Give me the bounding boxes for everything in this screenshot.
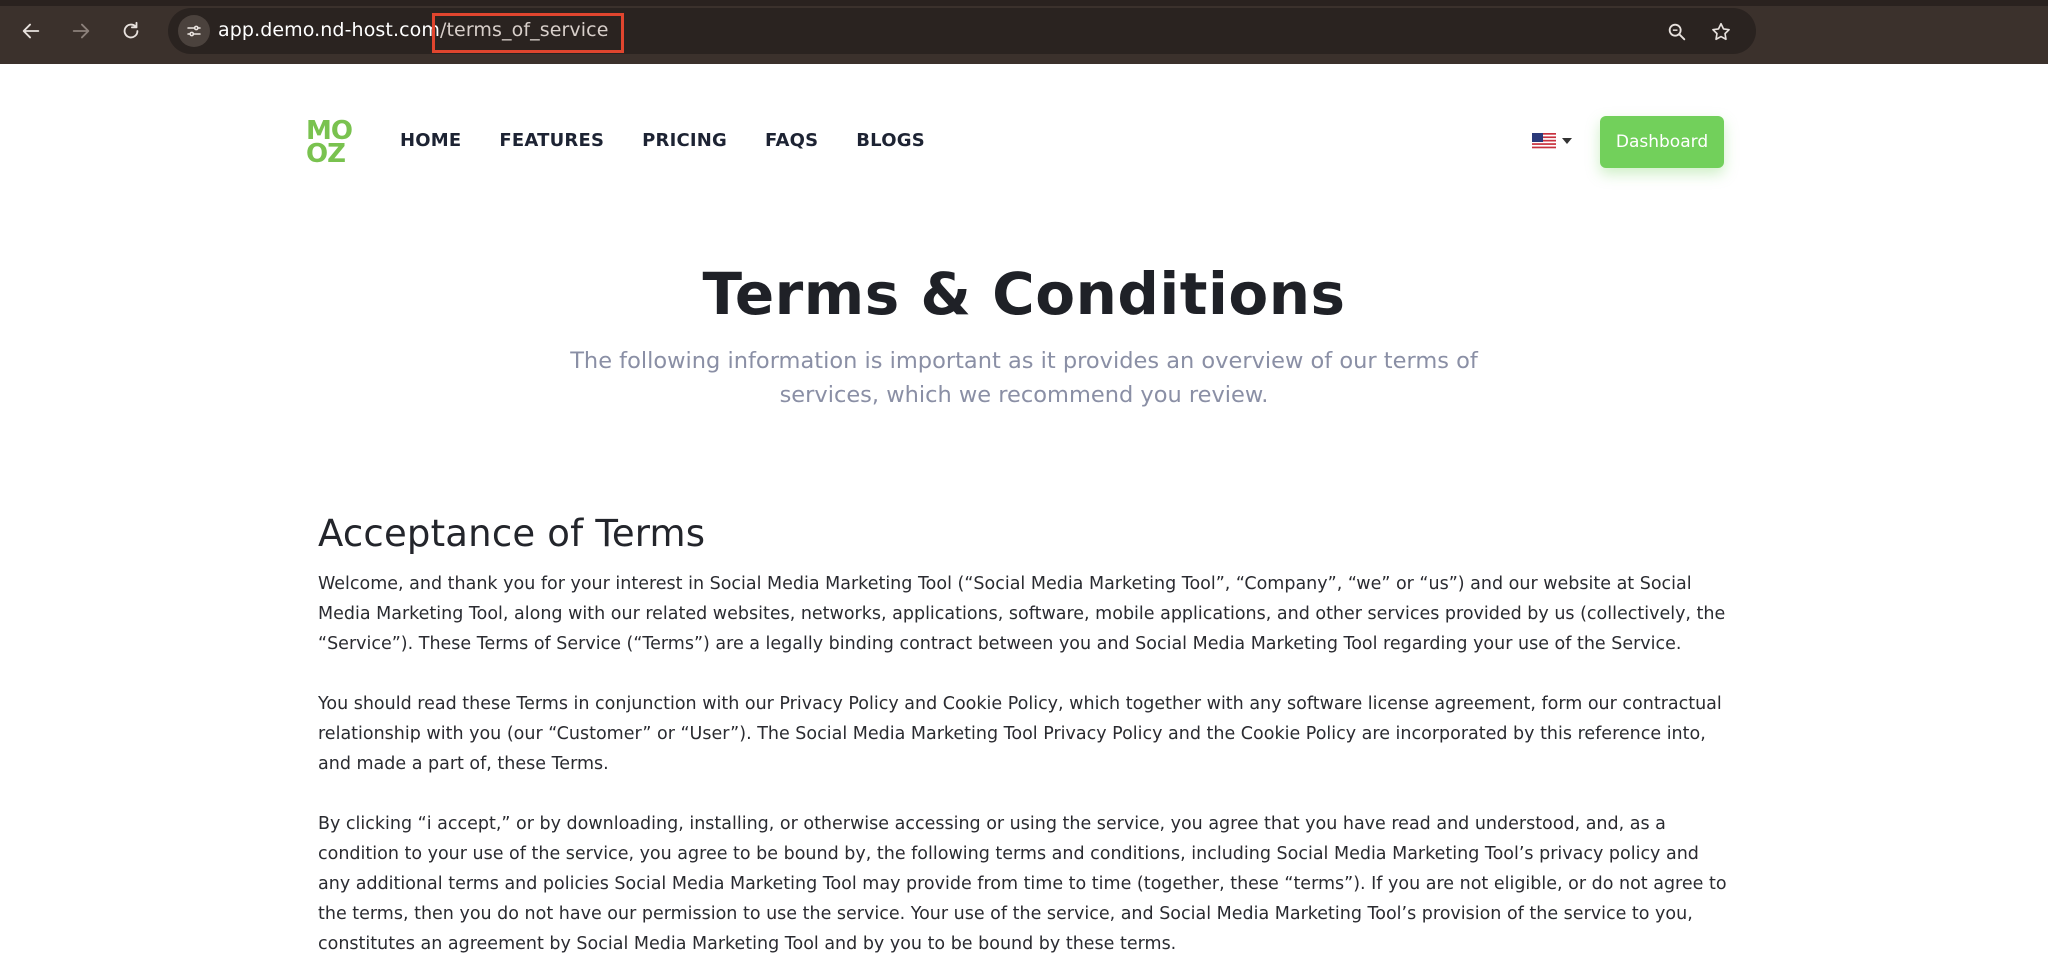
zoom-button[interactable] <box>1664 19 1690 45</box>
paragraph: By clicking “i accept,” or by downloading, installing, or otherwise accessing or using the service, you agree that you have read and understood, and, as a condition to your use of the service, you agree to be bound by, the following terms and conditions, including Social Media Marketing Tool’s privacy policy and any additional terms and policies Social Media Marketing Tool may provide from time to time (together, these “terms”). If you are not eligible, or do not agree to the terms, then you do not have our permission to use the service. Your use of the service, and Social Media Marketing Tool’s provision of the service to you, constitutes an agreement by Social Media Marketing Tool and by you to be bound by these terms. <box>318 814 1727 954</box>
browser-toolbar <box>0 0 2048 64</box>
nav-faqs[interactable]: FAQS <box>765 130 819 151</box>
nav-features[interactable]: FEATURES <box>499 130 605 151</box>
nav-pricing[interactable]: PRICING <box>642 130 728 151</box>
nav-home[interactable]: HOME <box>400 130 462 151</box>
site-info-button[interactable] <box>178 15 210 47</box>
tune-icon <box>185 22 203 40</box>
zoom-icon <box>1666 21 1688 43</box>
terms-content <box>318 512 1730 968</box>
tab-strip-edge <box>0 0 2048 6</box>
arrow-left-icon <box>20 20 42 42</box>
logo-line-1: MO <box>306 116 352 146</box>
site-logo[interactable] <box>306 116 354 169</box>
url-highlight-box <box>432 13 624 53</box>
dashboard-button[interactable]: Dashboard <box>1600 116 1724 168</box>
section-heading: Acceptance of Terms <box>318 512 706 555</box>
url-path: /terms_of_service <box>439 19 609 41</box>
page-subtitle: The following information is important as it provides an overview of our terms of services, which we recommend you review. <box>570 348 1478 408</box>
language-dropdown-caret-icon[interactable] <box>1562 138 1572 144</box>
reload-icon <box>120 20 142 42</box>
star-icon <box>1710 21 1732 43</box>
paragraph: Welcome, and thank you for your interest in Social Media Marketing Tool (“Social Media Marketing Tool”, “Company”, “we” or “us”) and our website at Social Media Marketing Tool, along with our related websites, networks, applications, software, mobile applications, and other services provided by us (collectively, the “Service”). These Terms of Service (“Terms”) are a legally binding contract between you and Social Media Marketing Tool regarding your use of the Service. <box>318 574 1726 654</box>
paragraph: You should read these Terms in conjunction with our Privacy Policy and Cookie Policy, which together with any software license agreement, form our contractual relationship with you (our “Customer” or “User”). The Social Media Marketing Tool Privacy Policy and the Cookie Policy are incorporated by this reference into, and made a part of, these Terms. <box>318 694 1722 774</box>
arrow-right-icon <box>70 20 92 42</box>
reload-button[interactable] <box>114 14 148 48</box>
us-flag-icon[interactable] <box>1532 133 1556 150</box>
forward-button[interactable] <box>64 14 98 48</box>
main-nav <box>400 130 925 151</box>
back-button[interactable] <box>14 14 48 48</box>
logo-line-2: OZ <box>306 139 345 169</box>
url-host: app.demo.nd-host.com <box>218 19 440 41</box>
nav-blogs[interactable]: BLOGS <box>856 130 925 151</box>
address-bar[interactable] <box>168 8 1756 54</box>
page-title: Terms & Conditions <box>702 260 1346 328</box>
bookmark-button[interactable] <box>1708 19 1734 45</box>
